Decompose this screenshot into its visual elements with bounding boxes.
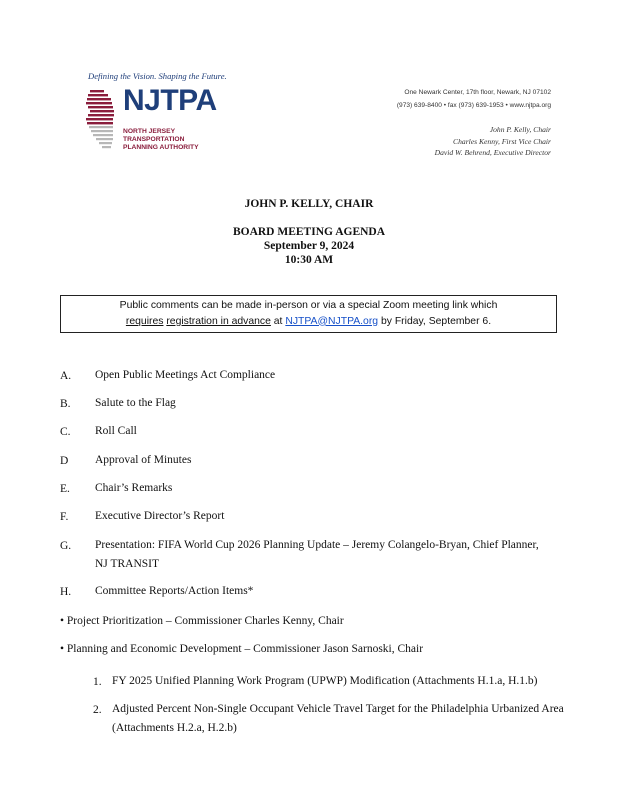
agenda-item-text: Salute to the Flag <box>95 397 176 409</box>
agenda-letter: G. <box>60 540 72 552</box>
committee-item: • Planning and Economic Development – Commissioner Jason Sarnoski, Chair <box>60 643 424 655</box>
logo-org-name <box>123 128 199 152</box>
agenda-letter: D <box>60 455 69 467</box>
agenda-item-text: Approval of Minutes <box>95 454 192 466</box>
committee-item: • Project Prioritization – Commissioner Charles Kenny, Chair <box>60 615 344 627</box>
subitem-line: (Attachments H.2.a, H.2.b) <box>112 722 237 734</box>
agenda-letter: H. <box>60 586 72 598</box>
agenda-item-line: Presentation: FIFA World Cup 2026 Planning Update – Jeremy Colangelo-Bryan, Chief Planner, <box>95 539 539 551</box>
subitem-number: 2. <box>93 704 102 716</box>
subitem-text <box>112 700 564 738</box>
public-comment-notice <box>60 295 557 333</box>
at-text: at <box>273 315 283 327</box>
address: One Newark Center, 17th floor, Newark, NJ 07102 <box>404 89 551 96</box>
agenda-item-text: Executive Director’s Report <box>95 510 225 522</box>
logo-wordmark: NJTPA <box>123 84 217 117</box>
subitem-text: FY 2025 Unified Planning Work Program (UPWP) Modification (Attachments H.1.a, H.1.b) <box>112 675 538 687</box>
email-link[interactable]: NJTPA@NJTPA.org <box>285 315 379 327</box>
subitem-line: Adjusted Percent Non-Single Occupant Vehicle Travel Target for the Philadelphia Urbanized Area <box>112 703 564 715</box>
agenda-letter: A. <box>60 370 72 382</box>
chair-heading: JOHN P. KELLY, CHAIR <box>244 198 374 210</box>
page-title: BOARD MEETING AGENDA <box>232 226 386 238</box>
meeting-date: September 9, 2024 <box>263 240 355 252</box>
logo-org-line: TRANSPORTATION <box>123 136 185 144</box>
njtpa-logo-icon <box>84 86 120 152</box>
notice-line-1: Public comments can be made in-person or via a special Zoom meeting link which <box>119 300 498 311</box>
logo-org-line: PLANNING AUTHORITY <box>123 144 199 152</box>
phone-fax-web: (973) 639-8400 • fax (973) 639-1953 • www.njtpa.org <box>396 101 551 109</box>
logo-org-line: NORTH JERSEY <box>123 128 176 135</box>
officer: Charles Kenny, First Vice Chair <box>453 136 551 146</box>
agenda-item-text: Roll Call <box>95 425 137 437</box>
agenda-item-text <box>95 536 539 574</box>
meeting-time: 10:30 AM <box>284 254 334 266</box>
registration-link[interactable]: registration in advance <box>166 315 271 327</box>
agenda-letter: E. <box>60 483 70 495</box>
agenda-item-line: NJ TRANSIT <box>95 558 160 570</box>
agenda-item-text: Open Public Meetings Act Compliance <box>95 369 276 381</box>
notice-line-2 <box>61 314 556 330</box>
contact-info <box>397 87 551 112</box>
agenda-item-text: Committee Reports/Action Items* <box>95 585 254 597</box>
agenda-item-text: Chair’s Remarks <box>95 482 173 494</box>
subitem-number: 1. <box>93 676 102 688</box>
officers-list <box>435 124 551 159</box>
requires-text: requires <box>125 315 164 327</box>
officer: David W. Behrend, Executive Director <box>434 148 551 157</box>
tagline: Defining the Vision. Shaping the Future. <box>88 71 227 81</box>
agenda-letter: C. <box>60 426 71 438</box>
deadline-text: by Friday, September 6. <box>380 315 492 327</box>
officer: John P. Kelly, Chair <box>489 125 551 134</box>
agenda-letter: F. <box>60 511 69 523</box>
agenda-letter: B. <box>60 398 71 410</box>
